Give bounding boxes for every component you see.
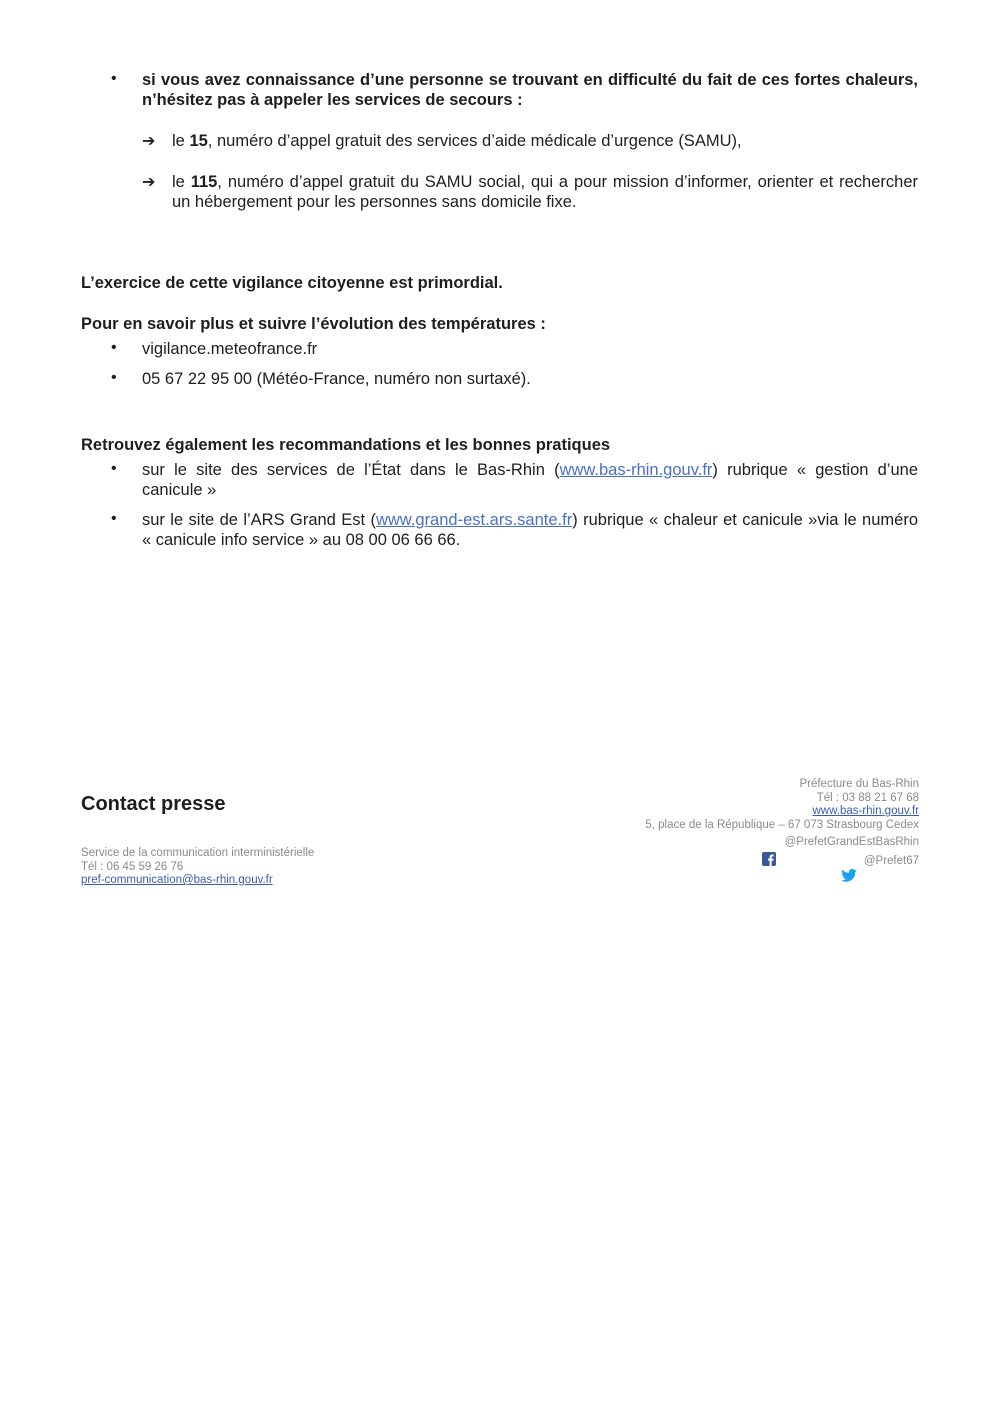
samu-15-item: le 15, numéro d’appel gratuit des services d’aide médicale d’urgence (SAMU), xyxy=(172,132,742,150)
bullet-marker: • xyxy=(111,369,117,386)
bullet-marker: • xyxy=(111,510,117,527)
contact-title: Contact presse xyxy=(81,793,226,815)
contact-service: Service de la communication interministérielle xyxy=(81,847,315,859)
meteo-website: vigilance.meteofrance.fr xyxy=(142,340,318,358)
facebook-handle[interactable]: @PrefetGrandEstBasRhin xyxy=(784,836,919,848)
contact-email-link[interactable]: pref-communication@bas-rhin.gouv.fr xyxy=(81,874,273,886)
recommendations-heading: Retrouvez également les recommandations et les bonnes pratiques xyxy=(81,436,611,454)
recommendation-item-state: sur le site des services de l’État dans le Bas-Rhin (www.bas-rhin.gouv.fr) rubrique « gestion d’une canicule » xyxy=(142,461,918,499)
recommendation-item-ars: sur le site de l’ARS Grand Est (www.grand-est.ars.sante.fr) rubrique « chaleur et canicule »via le numéro « canicule info service » au 08 00 06 66 66. xyxy=(142,511,918,549)
bullet-marker: • xyxy=(111,339,117,356)
vigilance-statement: L’exercice de cette vigilance citoyenne est primordial. xyxy=(81,274,503,292)
facebook-icon[interactable] xyxy=(762,852,776,866)
meteo-phone: 05 67 22 95 00 (Météo-France, numéro non surtaxé). xyxy=(142,370,531,388)
emergency-intro: si vous avez connaissance d’une personne se trouvant en difficulté du fait de ces fortes chaleurs, n’hésitez pas à appeler les services de secours : xyxy=(142,71,918,109)
samu-15-number: 15 xyxy=(189,132,208,150)
prefecture-phone: Tél : 03 88 21 67 68 xyxy=(816,791,919,804)
prefecture-name: Préfecture du Bas-Rhin xyxy=(799,778,919,790)
bullet-marker: • xyxy=(111,70,117,87)
bas-rhin-link[interactable]: www.bas-rhin.gouv.fr xyxy=(559,461,713,479)
info-heading: Pour en savoir plus et suivre l’évolution des températures : xyxy=(81,315,546,333)
prefecture-block xyxy=(499,778,919,832)
ars-link[interactable]: www.grand-est.ars.sante.fr xyxy=(375,511,573,529)
arrow-icon: ➔ xyxy=(142,133,156,150)
prefecture-address: 5, place de la République – 67 073 Strasbourg Cedex xyxy=(645,818,919,831)
samu-115-number: 115 xyxy=(190,173,218,191)
arrow-icon: ➔ xyxy=(142,174,156,191)
twitter-icon[interactable] xyxy=(841,869,857,882)
bullet-marker: • xyxy=(111,460,117,477)
contact-phone: Tél : 06 45 59 26 76 xyxy=(81,860,184,873)
contact-block xyxy=(81,847,481,888)
prefecture-website-link[interactable]: www.bas-rhin.gouv.fr xyxy=(812,805,919,817)
samu-115-item: le 115, numéro d’appel gratuit du SAMU social, qui a pour mission d’informer, orienter et rechercher un hébergement pour les personnes sans domicile fixe. xyxy=(172,173,918,211)
twitter-handle[interactable]: @Prefet67 xyxy=(863,855,919,867)
